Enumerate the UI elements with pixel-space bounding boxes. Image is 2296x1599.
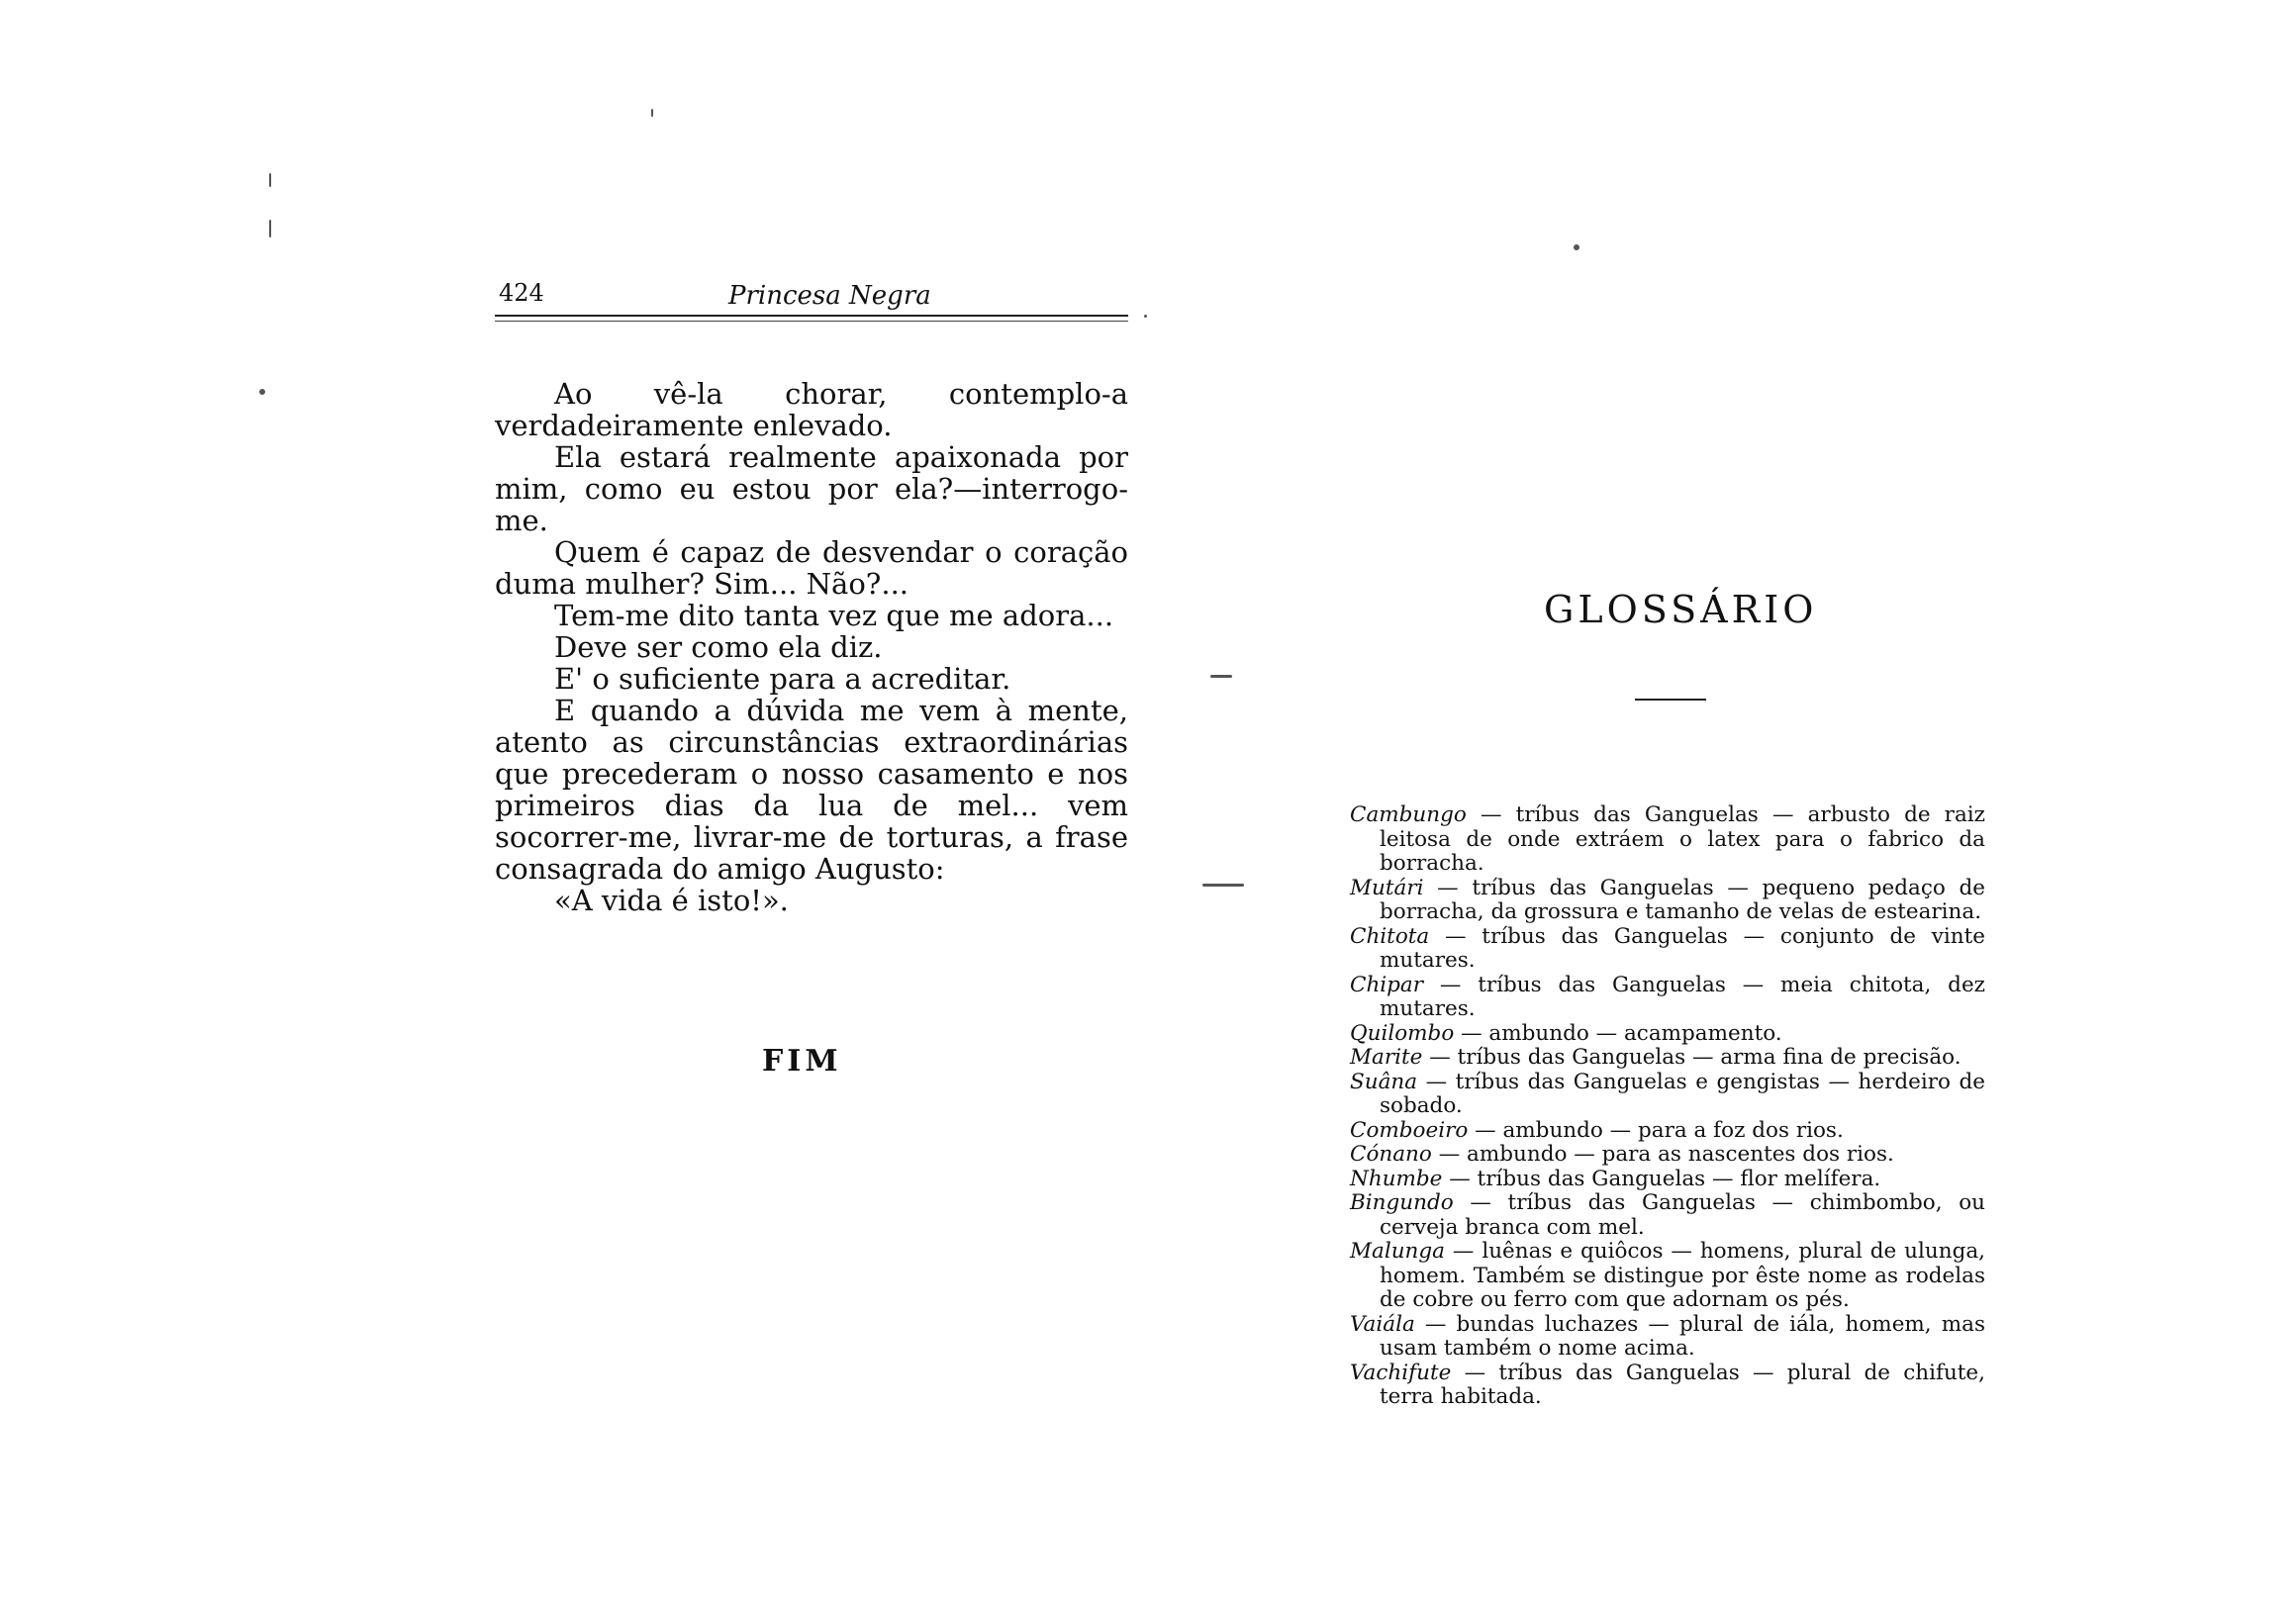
glossary-term: Comboeiro xyxy=(1350,1117,1469,1143)
page-number: 424 xyxy=(499,279,544,307)
scan-speck xyxy=(269,173,271,187)
glossary-entry xyxy=(1350,1119,1985,1144)
glossary-title: GLOSSÁRIO xyxy=(1544,588,1818,631)
scan-speck xyxy=(1144,315,1147,318)
glossary-term: Mutári xyxy=(1350,875,1424,900)
glossary-definition: — ambundo — acampamento. xyxy=(1454,1020,1782,1046)
paragraph: Ao vê-la chorar, contemplo-a verdadeiramente enlevado. xyxy=(495,377,1128,442)
glossary-term: Chipar xyxy=(1350,972,1424,997)
glossary-definition: — tríbus das Ganguelas — conjunto de vinte mutares. xyxy=(1380,923,1985,973)
glossary-entry xyxy=(1350,1071,1985,1119)
glossary-term: Malunga xyxy=(1350,1239,1445,1264)
glossary-term: Chitota xyxy=(1350,923,1430,949)
glossary-definition: — tríbus das Ganguelas — plural de chifute, terra habitada. xyxy=(1380,1360,1985,1409)
glossary-term: Bingundo xyxy=(1350,1190,1454,1215)
glossary-definition: — tríbus das Ganguelas — arbusto de raiz leitosa de onde extráem o latex para o fabrico da borracha. xyxy=(1380,802,1985,876)
paragraph: Quem é capaz de desvendar o coração duma mulher? Sim... Não?... xyxy=(495,535,1128,601)
running-title: Princesa Negra xyxy=(728,281,931,311)
paragraph: E' o suficiente para a acreditar. xyxy=(554,662,1011,696)
glossary-entry xyxy=(1350,1046,1985,1071)
glossary-term: Marite xyxy=(1350,1045,1423,1070)
glossary-definition: — tríbus das Ganguelas e gengistas — herdeiro de sobado. xyxy=(1380,1069,1985,1118)
header-rule-thin xyxy=(495,321,1128,322)
glossary-entry xyxy=(1350,877,1985,925)
paragraph: Tem-me dito tanta vez que me adora... xyxy=(554,599,1114,632)
glossary-term: Nhumbe xyxy=(1350,1166,1443,1191)
scan-speck xyxy=(1202,884,1244,887)
glossary-term: Cambungo xyxy=(1350,802,1467,827)
end-word: FIM xyxy=(762,1044,842,1079)
glossary-term: Quilombo xyxy=(1350,1020,1455,1046)
glossary-entry xyxy=(1350,925,1985,974)
paragraph: «A vida é isto!». xyxy=(554,884,789,917)
scan-speck xyxy=(259,389,265,395)
glossary-definition: — bundas luchazes — plural de iála, homem, mas usam também o nome acima. xyxy=(1380,1311,1985,1361)
scan-speck xyxy=(269,220,271,237)
glossary-definition: — tríbus das Ganguelas — pequeno pedaço de borracha, da grossura e tamanho de velas de estearina. xyxy=(1380,875,1985,924)
glossary-entry xyxy=(1350,1168,1985,1192)
glossary-term: Suâna xyxy=(1350,1069,1418,1094)
glossary-definition: — tríbus das Ganguelas — arma fina de precisão. xyxy=(1422,1045,1961,1070)
body-text xyxy=(495,378,1128,916)
glossary-entry xyxy=(1350,1022,1985,1047)
glossary-definition: — luênas e quiôcos — homens, plural de ulunga, homem. Também se distingue por êste nome as rodelas de cobre ou ferro com que adornam os pés. xyxy=(1380,1239,1985,1312)
paragraph: E quando a dúvida me vem à mente, atento as circunstâncias extraordinárias que precederam o nosso casamento e nos primeiros dias da lua de mel... vem socorrer-me, livrar-me de torturas, a frase consagrada do amigo Augusto: xyxy=(495,694,1128,886)
scan-speck xyxy=(1210,675,1232,678)
glossary-entry xyxy=(1350,1143,1985,1168)
glossary-definition: — ambundo — para a foz dos rios. xyxy=(1468,1117,1844,1143)
glossary-entry xyxy=(1350,1240,1985,1313)
scan-speck xyxy=(1574,244,1579,250)
glossary-definition: — tríbus das Ganguelas — chimbombo, ou cerveja branca com mel. xyxy=(1380,1190,1985,1240)
glossary-entry xyxy=(1350,1191,1985,1240)
page-header xyxy=(495,267,1128,311)
glossary-list xyxy=(1350,803,1985,1410)
glossary-term: Vaiála xyxy=(1350,1311,1415,1337)
paragraph: Ela estará realmente apaixonada por mim, como eu estou por ela?—interrogo-me. xyxy=(495,440,1128,537)
glossary-term: Cónano xyxy=(1350,1142,1432,1167)
glossary-entry xyxy=(1350,1313,1985,1362)
left-page xyxy=(495,267,1128,1079)
glossary-definition: — tríbus das Ganguelas — flor melífera. xyxy=(1442,1166,1881,1191)
glossary-term: Vachifute xyxy=(1350,1360,1452,1385)
glossary-entry xyxy=(1350,974,1985,1022)
glossary-definition: — tríbus das Ganguelas — meia chitota, dez mutares. xyxy=(1380,972,1985,1021)
paragraph: Deve ser como ela diz. xyxy=(554,630,883,664)
glossary-entry xyxy=(1350,803,1985,877)
header-rule xyxy=(495,315,1128,317)
glossary-entry xyxy=(1350,1362,1985,1410)
scan-speck xyxy=(651,109,653,117)
glossary-definition: — ambundo — para as nascentes dos rios. xyxy=(1431,1142,1894,1167)
title-rule xyxy=(1635,699,1706,701)
